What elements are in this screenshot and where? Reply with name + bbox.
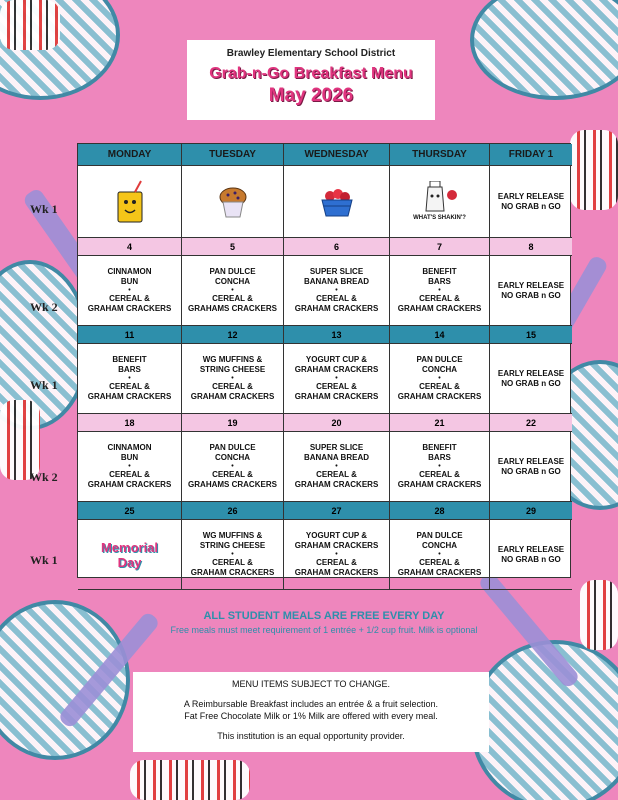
napkin-decoration [130,760,250,800]
bullet: • [231,375,234,382]
meal-line: GRAHAM CRACKERS [397,568,482,577]
meal-cell [390,520,490,590]
bullet: • [231,551,234,558]
day-header-friday: FRIDAY 1 [490,144,572,166]
meal-line: GRAHAMS CRACKERS [188,480,277,489]
friday-note-cell [490,166,572,238]
meal-line: NO GRAB n GO [501,466,561,476]
calendar-grid [78,144,570,590]
meal-line: PAN DULCE [416,355,463,364]
meal-cell [182,520,284,590]
meal-line: CONCHA [214,453,251,462]
bullet: • [231,287,234,294]
meal-line: CONCHA [421,541,458,550]
meal-line: YOGURT CUP & [305,355,368,364]
meal-line: PAN DULCE [209,443,256,452]
meal-line: BARS [428,453,451,462]
notes-milk-text: Fat Free Chocolate Milk or 1% Milk are offered with every meal. [184,711,438,721]
meal-line: BUN [120,277,139,286]
meal-line: CEREAL & [316,294,357,303]
meal-line: GRAHAMS CRACKERS [188,304,277,313]
date-cell: 20 [284,414,390,432]
meal-line: CONCHA [214,277,251,286]
meal-line: EARLY RELEASE [497,368,565,378]
bullet: • [335,551,338,558]
meal-cell [182,344,284,414]
no-grab-text: NO GRAB n GO [501,201,561,211]
napkin-decoration [580,580,618,650]
berry-basket-icon [319,186,355,218]
date-cell: 6 [284,238,390,256]
meal-line: BANANA BREAD [303,453,370,462]
meal-cell [390,256,490,326]
meal-line: EARLY RELEASE [497,456,565,466]
meal-line: GRAHAM CRACKERS [190,392,275,401]
meal-line: GRAHAM CRACKERS [294,480,379,489]
meal-line: CEREAL & [419,470,460,479]
meal-cell [284,520,390,590]
bullet: • [335,463,338,470]
milk-shake-illustration-cell [390,166,490,238]
meal-line: EARLY RELEASE [497,544,565,554]
berry-basket-illustration-cell [284,166,390,238]
meal-cell [390,344,490,414]
early-release-text: EARLY RELEASE [497,191,565,201]
meal-line: GRAHAM CRACKERS [294,365,379,374]
date-cell: 11 [78,326,182,344]
meal-line: BARS [428,277,451,286]
meal-line: PAN DULCE [209,267,256,276]
friday-note-cell [490,432,572,502]
meal-line: CEREAL & [419,382,460,391]
date-cell: 18 [78,414,182,432]
memorial-line: Memorial [100,539,159,555]
date-cell: 22 [490,414,572,432]
date-cell: 13 [284,326,390,344]
muffin-illustration-cell [182,166,284,238]
bullet: • [438,551,441,558]
meal-line: GRAHAM CRACKERS [397,392,482,401]
date-cell: 5 [182,238,284,256]
meal-line: YOGURT CUP & [305,531,368,540]
bullet: • [128,463,131,470]
muffin-icon [216,185,250,219]
notes-reimbursable-text: A Reimbursable Breakfast includes an entrée & a fruit selection. [183,699,439,709]
notes-change-text: MENU ITEMS SUBJECT TO CHANGE. [231,679,391,689]
meal-line: CONCHA [421,365,458,374]
date-cell: 21 [390,414,490,432]
meal-line: CEREAL & [419,294,460,303]
juice-box-illustration-cell [78,166,182,238]
meal-line: CEREAL & [419,558,460,567]
free-meals-heading: ALL STUDENT MEALS ARE FREE EVERY DAY [203,610,445,622]
menu-title: Grab-n-Go Breakfast Menu [209,65,413,82]
meal-line: EARLY RELEASE [497,280,565,290]
bullet: • [335,287,338,294]
bullet: • [438,463,441,470]
date-cell: 14 [390,326,490,344]
day-header-thursday: THURSDAY [390,144,490,166]
meal-cell [182,256,284,326]
meal-line: CEREAL & [212,382,253,391]
meal-line: SUPER SLICE [309,267,364,276]
meal-line: PAN DULCE [416,531,463,540]
meal-line: NO GRAB n GO [501,554,561,564]
meal-line: CEREAL & [316,470,357,479]
menu-month: May 2026 [268,85,354,106]
friday-note-cell [490,520,572,590]
meal-cell [78,432,182,502]
bullet: • [438,287,441,294]
day-header-monday: MONDAY [78,144,182,166]
meal-cell [78,256,182,326]
meal-line: GRAHAM CRACKERS [87,304,172,313]
day-header-tuesday: TUESDAY [182,144,284,166]
meal-line: SUPER SLICE [309,443,364,452]
week-label: Wk 1 [30,202,58,216]
meal-line: BENEFIT [422,267,457,276]
date-cell: 29 [490,502,572,520]
bullet: • [128,287,131,294]
week-label: Wk 2 [30,470,58,484]
week-label: Wk 2 [30,300,58,314]
meal-cell [284,344,390,414]
meal-line: GRAHAM CRACKERS [294,568,379,577]
friday-note-cell [490,256,572,326]
week-label: Wk 1 [30,553,58,567]
date-cell: 28 [390,502,490,520]
meal-line: GRAHAM CRACKERS [294,392,379,401]
date-cell: 7 [390,238,490,256]
date-cell: 15 [490,326,572,344]
meal-line: CEREAL & [212,294,253,303]
meal-line: WG MUFFINS & [202,355,263,364]
meal-cell [390,432,490,502]
meal-line: NO GRAB n GO [501,290,561,300]
meal-line: GRAHAM CRACKERS [87,480,172,489]
meal-cell [284,432,390,502]
bullet: • [128,375,131,382]
date-cell: 8 [490,238,572,256]
district-name: Brawley Elementary School District [226,48,396,59]
meal-line: CEREAL & [316,382,357,391]
meal-line: CINNAMON [107,443,152,452]
meal-line: STRING CHEESE [199,541,266,550]
date-cell: 26 [182,502,284,520]
meal-line: CEREAL & [212,558,253,567]
meal-line: GRAHAM CRACKERS [294,304,379,313]
meal-line: CEREAL & [316,558,357,567]
date-cell: 19 [182,414,284,432]
plate-decoration [470,0,618,100]
date-cell: 25 [78,502,182,520]
meal-line: WG MUFFINS & [202,531,263,540]
bullet: • [335,375,338,382]
meal-cell [78,344,182,414]
memorial-line: Day [117,554,142,570]
shakin-caption: WHAT'S SHAKIN'? [413,215,466,221]
napkin-decoration [0,0,60,50]
napkin-decoration [570,130,618,210]
meal-line: STRING CHEESE [199,365,266,374]
friday-note-cell [490,344,572,414]
meal-line: CINNAMON [107,267,152,276]
meal-line: BENEFIT [112,355,147,364]
meal-line: NO GRAB n GO [501,378,561,388]
day-header-wednesday: WEDNESDAY [284,144,390,166]
meal-line: GRAHAM CRACKERS [87,392,172,401]
date-cell: 12 [182,326,284,344]
notes-equal-opportunity-text: This institution is an equal opportunity provider. [217,731,405,741]
free-meals-requirement: Free meals must meet requirement of 1 entrée + 1/2 cup fruit. Milk is optional [170,625,478,635]
meal-line: GRAHAM CRACKERS [397,304,482,313]
meal-line: BUN [120,453,139,462]
juice-box-icon [113,180,147,224]
menu-calendar [77,143,571,635]
notes-box [133,672,489,752]
napkin-decoration [0,400,40,480]
memorial-day-cell [78,520,182,590]
meal-line: CEREAL & [109,382,150,391]
milk-carton-icon [420,181,460,215]
free-meals-banner [78,590,570,655]
bullet: • [231,463,234,470]
meal-cell [284,256,390,326]
bullet: • [438,375,441,382]
meal-line: GRAHAM CRACKERS [397,480,482,489]
meal-line: CEREAL & [109,294,150,303]
meal-cell [182,432,284,502]
title-box [187,40,435,120]
date-cell: 27 [284,502,390,520]
meal-line: BANANA BREAD [303,277,370,286]
meal-line: GRAHAM CRACKERS [190,568,275,577]
meal-line: BENEFIT [422,443,457,452]
meal-line: CEREAL & [109,470,150,479]
week-label: Wk 1 [30,378,58,392]
meal-line: BARS [118,365,141,374]
meal-line: CEREAL & [212,470,253,479]
meal-line: GRAHAM CRACKERS [294,541,379,550]
date-cell: 4 [78,238,182,256]
plate-decoration [470,640,618,800]
